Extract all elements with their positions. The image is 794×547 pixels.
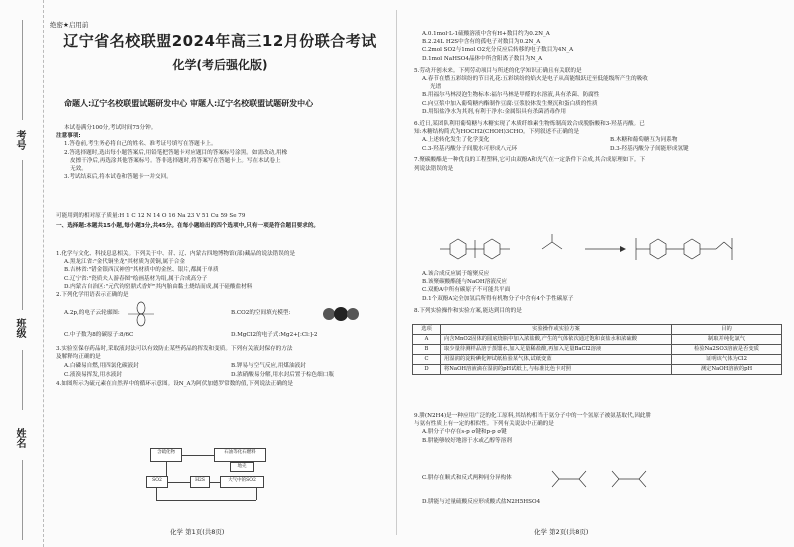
q3-row-cd [56,371,386,380]
diagram-box: 石油等化石燃料 [214,448,266,462]
table-cell: 用湿润的淀粉碘化钾试纸检验某气体,试纸变蓝 [441,355,672,365]
co2-model-figure [321,305,361,323]
option: B.肼能够较好地溶于水或乙醇等溶剂 [422,437,512,444]
q6-row-cd [414,145,784,154]
diagram-box: SO2 [146,476,168,488]
questions-1-4 [56,244,386,388]
question-5: 5.劳动开创未来。下列劳动项目与所述的化学知识正确且有关联的是 [414,67,582,74]
option: C.辽宁省:"瓷质夫人游春图"绘画基材为绢,属于合成高分子 [64,275,208,282]
table-row [413,345,782,355]
notice-line: 皮擦干净后,再选涂其他答案标号。答非选择题时,将答案写在答题卡上。写在本试卷上 [70,157,281,164]
question-9-stem: 9.肼(N2H4)是一种应用广泛的化工原料,其结构相当于氨分子中的一个氢原子被氨基取代,因此肼 [414,413,652,419]
question-6-cont: 知:木糖结构简式为HOCH2(CHOH)3CHO。下列叙述不正确的是 [414,129,580,136]
option-cont: 光谱 [430,84,442,91]
table-header-row [413,325,782,335]
notice-line: 无效。 [70,166,87,173]
question-3-cont: 及解释均正确的是 [56,354,101,361]
name-label: 姓名 [14,428,25,448]
experiment-table [412,324,782,375]
option: B.CO2的空间填充模型: [231,310,291,317]
option: B.钾易与空气反应,用煤油液封 [231,362,306,369]
strip-line [22,460,23,540]
option: A.黑龙江省:"金代铜坐龙"其材质为黄铜,属于合金 [64,259,185,266]
q2-row-cd [56,329,386,341]
question-3: 3.实验室保存药品时,采取液封法可以有效防止某些药品的挥发和变质。下列有关液封保存的方法 [56,346,293,353]
table-cell: B [413,345,441,355]
q6-row-ab [414,136,784,145]
q2-row-ab [56,299,386,329]
diagram-arrow [156,500,256,501]
option: D.1个双酚A完全加氢后所得有机物分子中含有4个手性碳原子 [422,295,574,302]
page-2-footer: 化学 第2页(共8页) [534,528,589,536]
option: C.2mol SO2与1mol O2充分反应后转移的电子数目为4N_A [422,47,574,54]
question-8: 8.下列实验操作和实验方案,能达到目的的是 [414,307,522,314]
page-2 [404,0,784,547]
option: B.木糖和葡萄糖互为同系物 [610,137,678,144]
option: C.双酚A中所有碳原子不可能共平面 [422,287,511,294]
table-cell: A [413,335,441,345]
diagram-arrow [182,455,214,456]
diagram-arrow [168,482,190,483]
diagram-arrow [256,488,257,500]
option: D.内蒙古自治区:"元代钧窑鼎式香炉"其内胎由黏土烧结而成,属于硅酸盐材料 [64,283,253,290]
notice-line: 2.答选择题时,选出每小题答案后,用铅笔把答题卡对应题目的答案标号涂黑。如需改动,用橡 [64,149,288,156]
table-cell: 向含MnO2固体的圆底烧瓶中加入浓盐酸,产生的气体依次通过饱和食盐水和浓硫酸 [441,335,672,345]
option: A.春节在燃五彩缤纷的节日礼花:五彩缤纷的焰火是电子从高能级跃迁至低能级所产生的吸收 [422,76,648,83]
exam-number-label: 考号 [14,130,25,150]
option: A.肼分子中存在s-p σ键和p-p σ键 [422,429,507,436]
strip-line [22,20,23,120]
notice-block [56,124,386,181]
secret-mark: 绝密★启用前 [50,21,89,29]
table-cell: 检验Na2SO3溶液是否变质 [672,345,782,355]
table-cell: C [413,355,441,365]
question-7-options [414,270,784,315]
authors-line: 命题人:辽宁名校联盟试题研发中心 审题人:辽宁名校联盟试题研发中心 [64,99,314,108]
atomic-mass-line: 可能用到的相对原子质量:H 1 C 12 N 14 O 16 Na 23 V 51 Cu 59 Se 79 [56,213,246,219]
page-1 [50,0,386,547]
option: A.0.1mol·L-1硫酸溶液中含有H+数目约为0.2N_A [422,31,550,37]
option: D.肼能与过量硫酸反应形成酸式盐N2H5HSO4 [422,499,541,505]
diagram-box: 大气中的SO2 [220,476,264,488]
question-9-option-c [414,466,784,496]
diagram-arrow [166,462,167,476]
option: D.3-羟基丙酸分子间能形成氢键 [610,146,689,153]
questions-4-8 [414,30,784,173]
table-cell: 证明该气体为Cl2 [672,355,782,365]
binding-strip [0,0,44,547]
strip-line [22,350,23,410]
option: B.吉林省:"错金银西汉神兽"其材质中的金丝、银片,都属于单质 [64,267,219,274]
option: A.该合成反应属于缩聚反应 [422,271,490,277]
option: A.2p,的电子云轮廓图: [64,310,120,317]
option: C.肼存在顺式和反式两种同分异构体 [422,475,512,481]
option: D.浓硝酸易分解,用水封后置于棕色细口瓶 [231,371,334,378]
question-7-cont: 列说法错误的是 [414,165,454,172]
option: B.该聚碳酸酯能与NaOH溶液反应 [422,279,508,286]
notice-line: 本试卷满分100分,考试时间75分钟。 [64,125,157,131]
hydrazine-isomer-figure [544,466,664,492]
page-divider [396,10,397,535]
diagram-arrow [210,482,220,483]
page-1-footer: 化学 第1页(共8页) [170,528,225,536]
option: B.2.24L H2S中含有的孤电子对数目为0.2N_A [422,39,541,46]
table-cell: 制取并纯化氯气 [672,335,782,345]
table-row [413,355,782,365]
diagram-box: H2S [190,476,210,488]
notice-line: 注意事项: [56,133,81,140]
question-6: 6.近日,某团队利用葡萄糖与木糖实现了木质纤维素生物炼制高效合成脱脂酸和3-羟基丙酸。已 [414,121,645,128]
option: A.上述转化发生了化学变化 [422,137,490,144]
diagram-box: 含硫化物 [150,448,182,462]
table-cell: 测定NaOH溶液的pH [672,365,782,375]
question-9-option-d [414,498,784,506]
question-9-cont: 与氨有性质上有一定的相似性。下列有关说法中正确的是 [414,421,554,428]
notice-line: 3.考试结束后,将本试卷和答题卡一并交回。 [64,174,172,181]
polycarbonate-reaction-scheme [420,228,780,268]
table-row [413,335,782,345]
option: C.液溴易挥发,用水液封 [64,371,122,378]
class-label: 班级 [14,318,25,338]
table-cell: 将NaOH溶液滴在湿润的pH试纸上,与标准比色卡对照 [441,365,672,375]
question-2: 2.下列化学用语表示正确的是 [56,292,129,299]
strip-line [22,160,23,310]
question-7: 7.聚碳酸酯是一种优良的工程塑料,它可由双酚A和光气在一定条件下合成,其合成原理如下。下 [414,157,646,164]
option: D.1mol NaHSO4晶体中所含阳离子数目为N_A [422,55,543,62]
option: C.3-羟基丙酸分子间脱水可形成八元环 [422,146,518,153]
option: D.MgCl2的电子式:Mg2+[:Cl:]-2 [231,332,318,339]
question-4: 4.如图所示为硫元素在自然界中的循环示意图。设N_A为阿伏加德罗常数的值,下列说法正确的是 [56,380,294,387]
option: C.向豆浆中加入葡萄糖内酯制作豆腐:豆浆胶体发生聚沉和蛋白质的性质 [422,100,598,107]
table-cell: 取少量待测样品溶于蒸馏水,加入足量稀盐酸,再加入足量BaCl2溶液 [441,345,672,355]
option: B.用福尔马林浸泡生物标本:福尔马林是甲醛的水溶液,具有杀菌、防腐性 [422,92,600,99]
q3-row-ab [56,362,386,371]
table-header: 实验操作或实验方案 [441,325,672,335]
table-header: 选项 [413,325,441,335]
diagram-arrow [156,488,157,500]
diagram-box: 地壳 [230,462,254,472]
table-header: 目的 [672,325,782,335]
option: A.白磷易自燃,用四氯化碳液封 [64,362,139,369]
question-9 [414,412,784,445]
question-1: 1.化学与文化、科技息息相关。下列关于中、昔、辽、内蒙古四地博物馆(部)藏品的说法错误的是 [56,251,296,257]
table-cell: D [413,365,441,375]
exam-subtitle: 化学(考后强化版) [172,58,268,72]
exam-title: 辽宁省名校联盟2024年高三12月份联合考试 [63,32,377,50]
option: D.用铝盐净水为其剂,有利于净水:金属铝具有杀菌消毒作用 [422,108,566,115]
section-1-heading: 一、选择题:本题共15小题,每小题3分,共45分。在每小题给出的四个选项中,只有一项是符合题目要求的。 [56,223,320,229]
table-row [413,365,782,375]
p-orbital-figure [126,301,156,327]
notice-line: 1.答卷前,考生务必将自己的姓名、准考证号填写在答题卡上。 [64,141,217,148]
option: C.中子数为8的碳原子:8/6C [64,332,134,339]
